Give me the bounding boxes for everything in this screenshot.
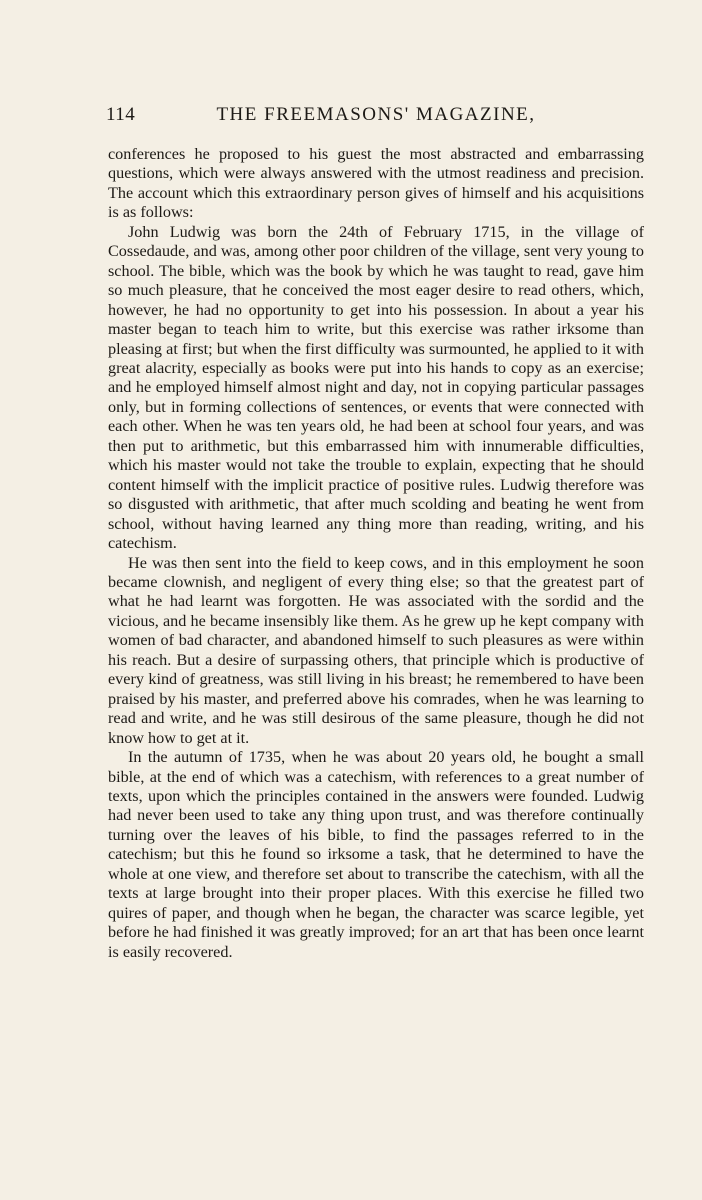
paragraph-birth-and-schooling: John Ludwig was born the 24th of February 1715, in the village of Cossedaude, and was, among other poor children of the village, sent very young to school. The bible, which was the book by which he was taught to read, gave him so much pleasure, that he conceived the most eager desire to read others, which, however, he had no opportunity to get into his possession. In about a year his master began to teach him to write, but this exercise was rather irksome than pleasing at first; but when the first difficulty was surmounted, he applied to it with great alacrity, especially as books were put into his hands to copy as an exercise; and he employed himself almost night and day, not in copying particular passages only, but in forming collections of sentences, or events that were connected with each other. When he was ten years old, he had been at school four years, and was then put to arithmetic, but this embarrassed him with innumerable difficulties, which his master would not take the trouble to explain, expecting that he should content himself with the implicit practice of positive rules. Ludwig therefore was so disgusted with arithmetic, that after much scolding and beating he went from school, without having learned any thing more than reading, writing, and his catechism. bbox=[108, 222, 644, 553]
paragraph-keeping-cows: He was then sent into the field to keep cows, and in this employment he soon became clownish, and negligent of every thing else; so that the greatest part of what he had learnt was forgotten. He was associated with the sordid and the vicious, and he became insensibly like them. As he grew up he kept company with women of bad character, and abandoned himself to such pleasures as were within his reach. But a desire of surpassing others, that principle which is productive of every kind of greatness, was still living in his breast; he remembered to have been praised by his master, and preferred above his comrades, when he was learning to read and write, and he was still desirous of the same pleasure, though he did not know how to get at it. bbox=[108, 553, 644, 747]
running-head bbox=[106, 100, 646, 132]
article-body bbox=[108, 145, 644, 962]
journal-title: THE FREEMASONS' MAGAZINE, bbox=[216, 104, 536, 125]
paragraph-continuation: conferences he proposed to his guest the most abstracted and embarrassing questions, which were always answered with the utmost readiness and precision. The account which this extraordinary person gives of himself and his acquisitions is as follows: bbox=[108, 145, 644, 222]
paragraph-small-bible: In the autumn of 1735, when he was about 20 years old, he bought a small bible, at the end of which was a catechism, with references to a great number of texts, upon which the principles contained in the answers were founded. Ludwig had never been used to take any thing upon trust, and was therefore continually turning over the leaves of his bible, to find the passages referred to in the catechism; but this he found so irksome a task, that he determined to have the whole at one view, and therefore set about to transcribe the catechism, with all the texts at large brought into their proper places. With this exercise he filled two quires of paper, and though when he began, the character was scarce legible, yet before he had finished it was greatly improved; for an art that has been once learnt is easily recovered. bbox=[108, 748, 644, 961]
page-number: 114 bbox=[106, 104, 136, 125]
